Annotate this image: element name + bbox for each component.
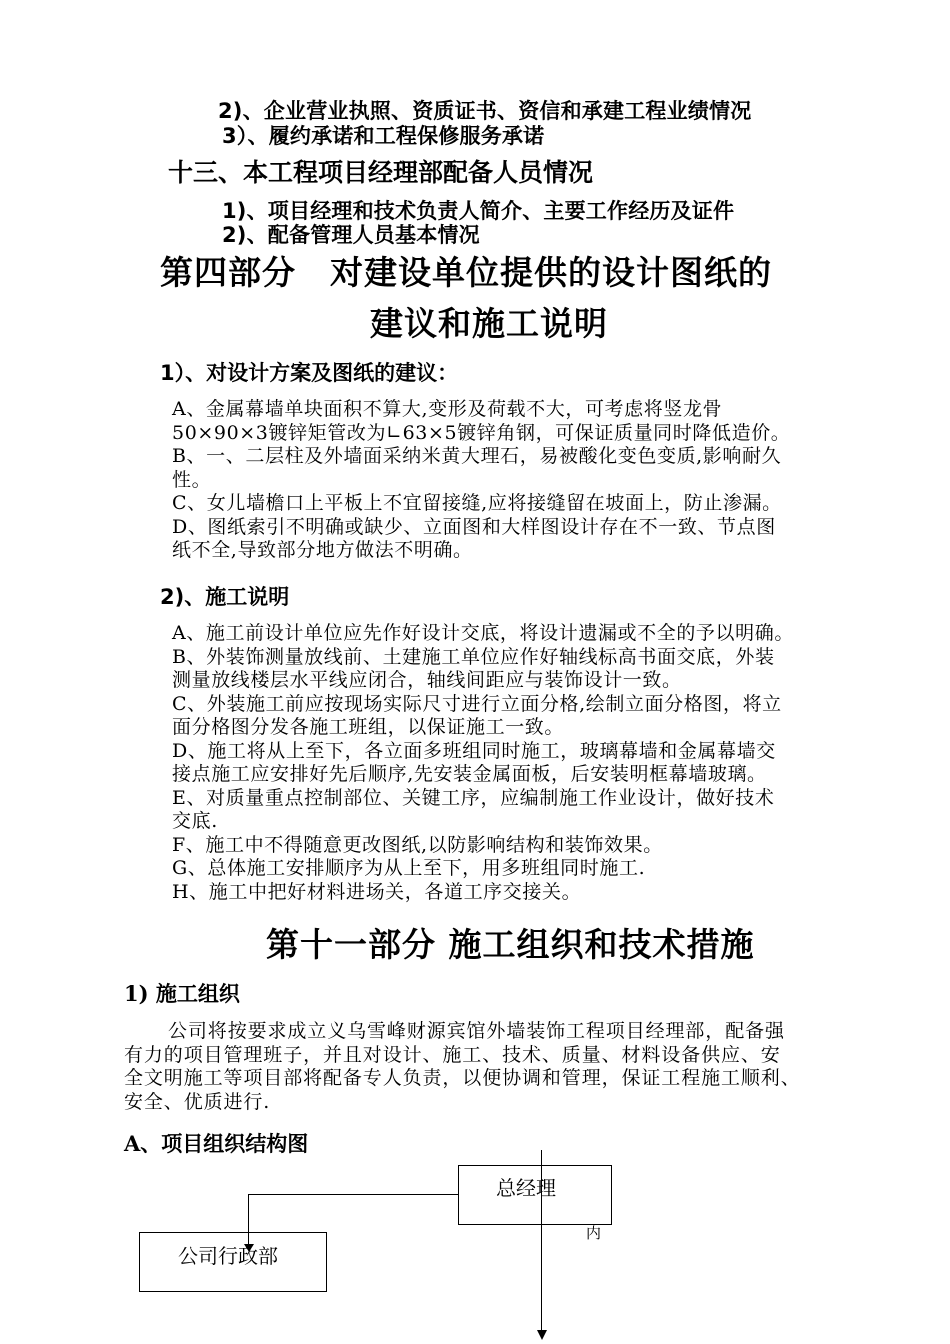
section-13-item-1: 1)、项目经理和技术负责人简介、主要工作经历及证件 <box>222 199 735 223</box>
body-line: 面分格图分发各施工班组，以保证施工一致。 <box>172 716 565 738</box>
org-chart-heading: A、项目组织结构图 <box>124 1131 309 1156</box>
body-line: A、施工前设计单位应先作好设计交底，将设计遗漏或不全的予以明确。 <box>172 622 794 644</box>
part-4-sub-2-heading: 2)、施工说明 <box>160 585 290 609</box>
admin-arrow-icon <box>244 1244 254 1252</box>
part-11-paragraph <box>124 1020 801 1114</box>
paragraph-line: 安全、优质进行. <box>124 1090 271 1113</box>
top-item-2: 3）、履约承诺和工程保修服务承诺 <box>222 124 545 148</box>
body-line: 测量放线楼层水平线应闭合，轴线间距应与装饰设计一致。 <box>172 669 682 691</box>
partial-label: 内 <box>586 1224 602 1242</box>
top-item-1: 2)、企业营业执照、资质证书、资信和承建工程业绩情况 <box>218 99 752 123</box>
body-line: G、总体施工安排顺序为从上至下，用多班组同时施工. <box>172 857 646 879</box>
down-arrow-icon <box>537 1330 547 1340</box>
section-13-item-2: 2)、配备管理人员基本情况 <box>222 223 480 247</box>
body-line: 交底. <box>172 810 218 832</box>
body-line: H、施工中把好材料进场关，各道工序交接关。 <box>172 880 582 903</box>
body-line: C、女儿墙檐口上平板上不宜留接缝,应将接缝留在坡面上，防止渗漏。 <box>172 492 782 514</box>
admin-vertical-connector <box>248 1194 249 1246</box>
body-line: D、图纸索引不明确或缺少、立面图和大样图设计存在不一致、节点图 <box>172 515 776 538</box>
body-line: 50×90×3镀锌矩管改为∟63×5镀锌角钢，可保证质量同时降低造价。 <box>172 421 791 444</box>
body-line: D、施工将从上至下，各立面多班组同时施工，玻璃幕墙和金属幕墙交 <box>172 739 776 762</box>
part-4-title-line-2: 建议和施工说明 <box>370 304 608 343</box>
part-11-title: 第十一部分 施工组织和技术措施 <box>266 925 755 964</box>
body-line: B、一、二层柱及外墙面采纳米黄大理石，易被酸化变色变质,影响耐久 <box>172 445 782 467</box>
body-line: 纸不全,导致部分地方做法不明确。 <box>172 539 473 561</box>
body-line: A、金属幕墙单块面积不算大,变形及荷载不大，可考虑将竖龙骨 <box>172 398 723 420</box>
main-vertical-connector <box>541 1150 542 1332</box>
section-13-title: 十三、本工程项目经理部配备人员情况 <box>168 158 594 187</box>
part-11-sub-1-heading: 1) 施工组织 <box>124 981 240 1006</box>
body-line: C、外装施工前应按现场实际尺寸进行立面分格,绘制立面分格图，将立 <box>172 692 782 715</box>
part-4-sub-1-heading: 1）、对设计方案及图纸的建议： <box>160 361 459 385</box>
body-line: 接点施工应安排好先后顺序,先安装金属面板，后安装明框幕墙玻璃。 <box>172 763 767 785</box>
body-line: 性。 <box>172 468 212 491</box>
part-4-sub-1-body <box>172 398 790 563</box>
paragraph-line: 全文明施工等项目部将配备专人负责，以便协调和管理，保证工程施工顺利、 <box>124 1067 801 1089</box>
body-line: B、外装饰测量放线前、土建施工单位应作好轴线标高书面交底，外装 <box>172 645 775 668</box>
body-line: E、对质量重点控制部位、关键工序，应编制施工作业设计，做好技术 <box>172 786 775 809</box>
general-manager-label: 总经理 <box>496 1176 556 1200</box>
part-4-title-line-1: 第四部分 对建设单位提供的设计图纸的 <box>160 253 772 292</box>
admin-dept-label: 公司行政部 <box>178 1244 278 1268</box>
paragraph-line: 公司将按要求成立义乌雪峰财源宾馆外墙装饰工程项目经理部，配备强 <box>168 1020 785 1042</box>
paragraph-line: 有力的项目管理班子，并且对设计、施工、技术、质量、材料设备供应、安 <box>124 1043 781 1066</box>
part-4-sub-2-body <box>172 622 794 904</box>
body-line: F、施工中不得随意更改图纸,以防影响结构和装饰效果。 <box>172 833 663 856</box>
admin-horizontal-connector <box>248 1194 458 1195</box>
